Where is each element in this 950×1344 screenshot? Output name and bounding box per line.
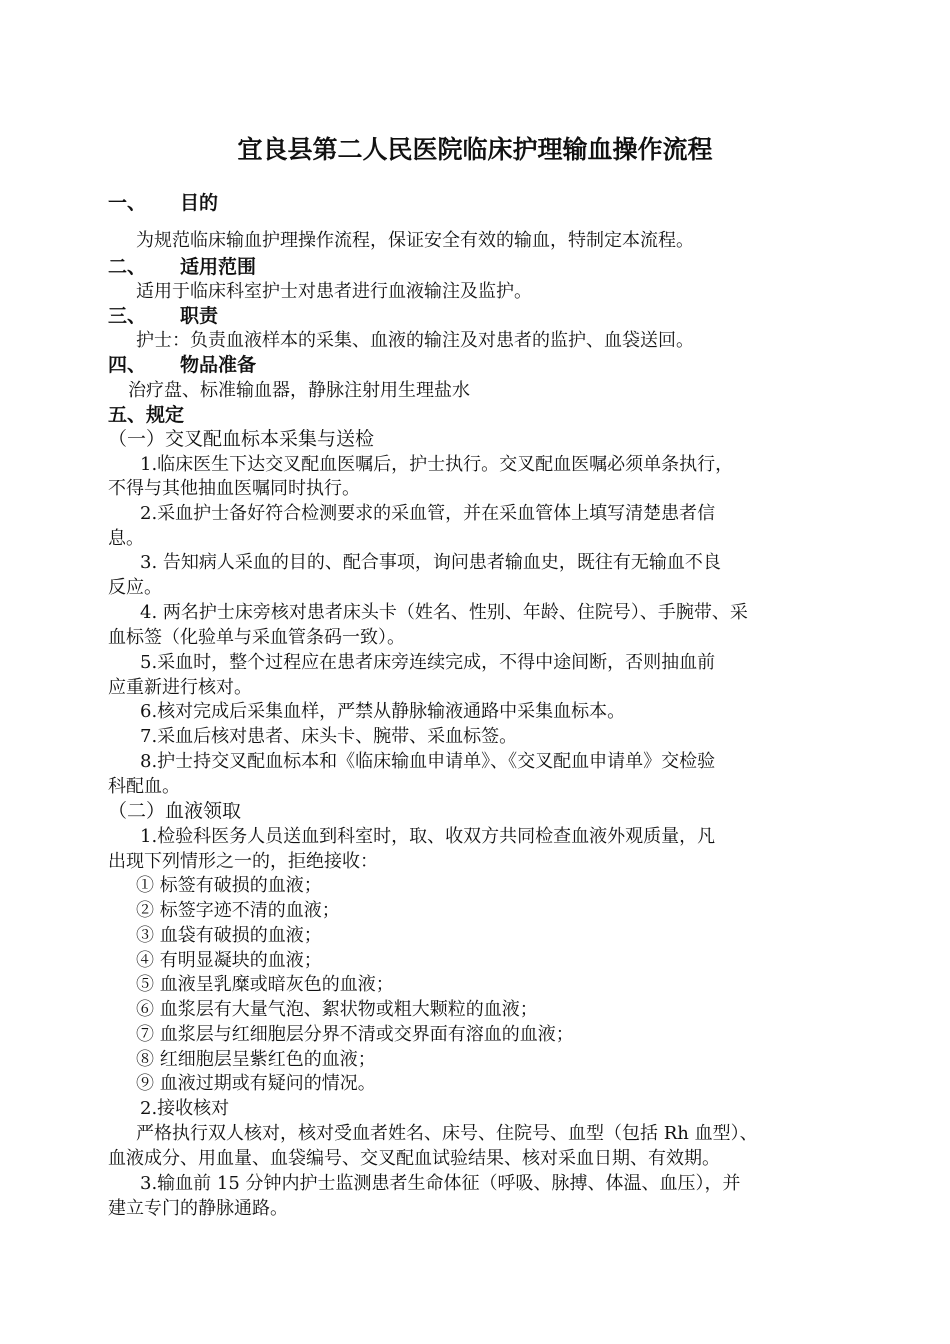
list-item: 2.采血护士备好符合检测要求的采血管，并在采血管体上填写清楚患者信 xyxy=(140,503,716,524)
section-heading-duty xyxy=(108,301,218,328)
list-item: 5.采血时，整个过程应在患者床旁连续完成，不得中途间断，否则抽血前 xyxy=(140,652,716,673)
subsection-heading-receive: （二）血液领取 xyxy=(108,800,242,822)
list-item: 血液成分、用血量、血袋编号、交叉配血试验结果、核对采血日期、有效期。 xyxy=(108,1148,720,1169)
document-title: 宜良县第二人民医院临床护理输血操作流程 xyxy=(237,135,713,164)
list-item: 出现下列情形之一的，拒绝接收： xyxy=(108,851,378,872)
section-number: 二、 xyxy=(108,256,147,278)
list-item: ② 标签字迹不清的血液； xyxy=(136,900,340,921)
list-item: 6.核对完成后采集血样，严禁从静脉输液通路中采集血标本。 xyxy=(140,701,626,722)
list-item: 应重新进行核对。 xyxy=(108,677,252,698)
list-item: 反应。 xyxy=(108,577,162,598)
list-item: 1.检验科医务人员送血到科室时，取、收双方共同检查血液外观质量，凡 xyxy=(140,826,716,847)
section-text-supplies: 治疗盘、标准输血器，静脉注射用生理盐水 xyxy=(128,380,470,401)
section-heading-supplies xyxy=(108,350,256,377)
section-heading-purpose xyxy=(108,188,218,215)
list-item: 2.接收核对 xyxy=(140,1098,230,1119)
list-item: ⑥ 血浆层有大量气泡、絮状物或粗大颗粒的血液； xyxy=(136,999,538,1020)
section-title: 适用范围 xyxy=(180,256,257,278)
list-item: 血标签（化验单与采血管条码一致）。 xyxy=(108,627,405,648)
list-item: ⑤ 血液呈乳糜或暗灰色的血液； xyxy=(136,974,394,995)
section-text-scope: 适用于临床科室护士对患者进行血液输注及监护。 xyxy=(136,281,532,302)
section-text-duty: 护士：负责血液样本的采集、血液的输注及对患者的监护、血袋送回。 xyxy=(136,330,694,351)
list-item: ⑦ 血浆层与红细胞层分界不清或交界面有溶血的血液； xyxy=(136,1024,574,1045)
section-number: 三、 xyxy=(108,305,147,327)
list-item: ④ 有明显凝块的血液； xyxy=(136,950,322,971)
section-number: 一、 xyxy=(108,192,147,214)
section-heading-scope xyxy=(108,252,256,279)
list-item: 不得与其他抽血医嘱同时执行。 xyxy=(108,478,360,499)
list-item: ③ 血袋有破损的血液； xyxy=(136,925,322,946)
list-item: 1.临床医生下达交叉配血医嘱后，护士执行。交叉配血医嘱必须单条执行， xyxy=(140,454,734,475)
section-title: 职责 xyxy=(180,305,219,327)
list-item: 科配血。 xyxy=(108,776,180,797)
list-item: 3. 告知病人采血的目的、配合事项，询问患者输血史，既往有无输血不良 xyxy=(140,552,721,573)
section-number: 四、 xyxy=(108,354,147,376)
list-item: ⑧ 红细胞层呈紫红色的血液； xyxy=(136,1049,376,1070)
list-item: 息。 xyxy=(108,528,144,549)
list-item: 3.输血前 15 分钟内护士监测患者生命体征（呼吸、脉搏、体温、血压），并 xyxy=(140,1173,741,1194)
list-item: 8.护士持交叉配血标本和《临床输血申请单》、《交叉配血申请单》交检验 xyxy=(140,751,716,772)
list-item: ① 标签有破损的血液； xyxy=(136,875,322,896)
list-item: 建立专门的静脉通路。 xyxy=(108,1198,288,1219)
subsection-heading-sample: （一）交叉配血标本采集与送检 xyxy=(108,428,375,450)
list-item: ⑨ 血液过期或有疑问的情况。 xyxy=(136,1073,376,1094)
list-item: 严格执行双人核对，核对受血者姓名、床号、住院号、血型（包括 Rh 血型）、 xyxy=(136,1123,758,1144)
list-item: 4. 两名护士床旁核对患者床头卡（姓名、性别、年龄、住院号）、手腕带、采 xyxy=(140,602,748,623)
section-text-purpose: 为规范临床输血护理操作流程，保证安全有效的输血，特制定本流程。 xyxy=(136,230,694,251)
section-title: 物品准备 xyxy=(180,354,257,376)
section-heading-rules: 五、规定 xyxy=(108,404,185,426)
section-title: 目的 xyxy=(180,192,219,214)
list-item: 7.采血后核对患者、床头卡、腕带、采血标签。 xyxy=(140,726,518,747)
